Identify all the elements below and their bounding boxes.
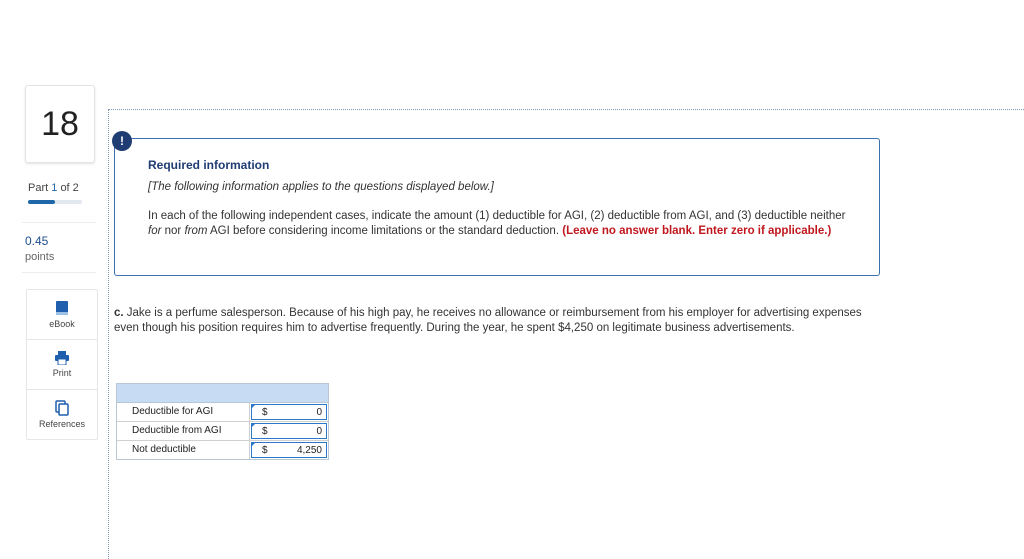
ebook-label: eBook bbox=[49, 319, 75, 329]
ebook-button[interactable] bbox=[27, 290, 97, 340]
part-current: 1 bbox=[51, 182, 58, 194]
row-label: Deductible from AGI bbox=[117, 422, 250, 440]
scenario-label: c. bbox=[114, 307, 124, 319]
not-deductible-input[interactable]: $ 4,250 bbox=[251, 442, 327, 458]
printer-icon bbox=[55, 351, 69, 365]
input-value: 4,250 bbox=[296, 444, 322, 456]
table-row bbox=[117, 441, 328, 459]
tools-panel bbox=[26, 289, 98, 440]
required-info-instructions: In each of the following independent cases, indicate the amount (1) deductible for AGI, (2) deductible from AGI, and (3) deductible neither for nor from AGI before considering income limitations or the standard deduction. (Leave no answer blank. Enter zero if applicable.) bbox=[148, 210, 846, 237]
references-icon bbox=[55, 400, 69, 416]
book-icon bbox=[55, 300, 69, 316]
scenario-text: c. Jake is a perfume salesperson. Because of his high pay, he receives no allowance or reimbursement from his employer for advertising expenses even though his position requires him to advertise frequently. During the year, he spent $4,250 on legitimate business advertisements. bbox=[114, 307, 862, 334]
input-value: 0 bbox=[316, 425, 322, 437]
content-border-left bbox=[108, 109, 109, 559]
required-info-title: Required information bbox=[148, 158, 270, 172]
deductible-from-agi-input[interactable]: $ 0 bbox=[251, 423, 327, 439]
table-row bbox=[117, 422, 328, 441]
references-button[interactable] bbox=[27, 390, 97, 439]
cell-flag-icon bbox=[251, 442, 256, 447]
instruction-emphasis: (Leave no answer blank. Enter zero if applicable.) bbox=[562, 225, 832, 237]
row-label: Not deductible bbox=[117, 441, 250, 459]
row-label: Deductible for AGI bbox=[117, 403, 250, 421]
references-label: References bbox=[38, 419, 86, 429]
content-border-top bbox=[108, 109, 1024, 110]
part-of-total: of 2 bbox=[60, 182, 79, 194]
answer-table-header bbox=[117, 384, 328, 403]
deductible-for-agi-input[interactable]: $ 0 bbox=[251, 404, 327, 420]
answer-table bbox=[116, 383, 329, 460]
cell-flag-icon bbox=[251, 423, 256, 428]
part-indicator bbox=[28, 182, 79, 194]
input-value: 0 bbox=[316, 406, 322, 418]
print-button[interactable] bbox=[27, 340, 97, 390]
table-row bbox=[117, 403, 328, 422]
alert-icon: ! bbox=[112, 131, 132, 151]
print-label: Print bbox=[52, 368, 72, 378]
question-number: 18 bbox=[25, 85, 95, 163]
part-progress-fill bbox=[28, 200, 55, 204]
cell-flag-icon bbox=[251, 404, 256, 409]
part-progress-bar bbox=[28, 200, 82, 204]
part-prefix: Part bbox=[28, 182, 49, 194]
points-value: 0.45 bbox=[25, 234, 49, 248]
points-label: points bbox=[25, 251, 55, 263]
divider bbox=[22, 222, 96, 223]
required-info-note: [The following information applies to the questions displayed below.] bbox=[148, 181, 494, 193]
divider bbox=[22, 272, 96, 273]
